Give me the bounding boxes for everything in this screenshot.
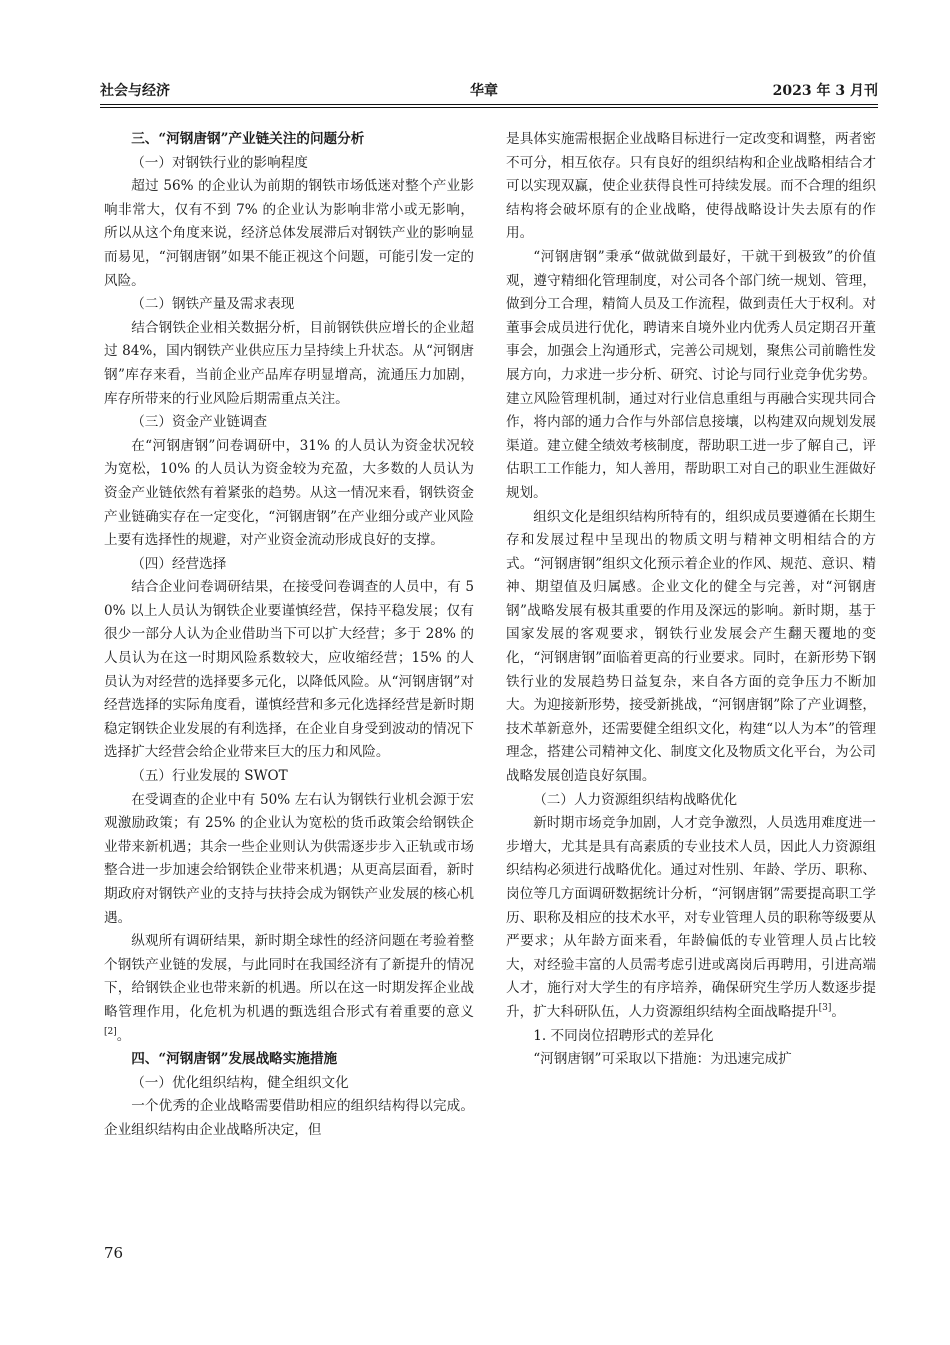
paragraph: 结合企业问卷调研结果，在接受问卷调查的人员中，有 50% 以上人员认为钢铁企业要谨慎经营，保持平稳发展；仅有很少一部分人认为企业借助当下可以扩大经营；多于 28% 的人员认为在这一时期风险系数较大，应收缩经营；15% 的人员认为对经营的选择要多元化，以降低风险。从“河钢唐钢”对经营选择的实际角度看，谨慎经营和多元化选择经营是新时期稳定钢铁企业发展的有利选择，在企业自身受到波动的情况下选择扩大经营会给企业带来巨大的压力和风险。 — [104, 579, 474, 761]
paragraph: “河钢唐钢”可采取以下措施：为迅速完成扩 — [533, 1051, 792, 1068]
right-column — [506, 128, 876, 1072]
paragraph: 组织文化是组织结构所特有的，组织成员要遵循在长期生存和发展过程中呈现出的物质文明与精神文明相结合的方式。“河钢唐钢”组织文化预示着企业的作风、规范、意识、精神、期望值及归属感。企业文化的健全与完善，对“河钢唐钢”战略发展有极其重要的作用及深远的影响。新时期，基于国家发展的客观要求，钢铁行业发展会产生翻天覆地的变化，“河钢唐钢”面临着更高的行业要求。同时，在新形势下钢铁行业的发展趋势日益复杂，来自各方面的竞争压力不断加大。为迎接新形势，接受新挑战，“河钢唐钢”除了产业调整，技术革新意外，还需要健全组织文化，构建“以人为本”的管理理念，搭建公司精神文化、制度文化及物质文化平台，为公司战略发展创造良好氛围。 — [506, 508, 876, 785]
paragraph: “河钢唐钢”秉承“做就做到最好，干就干到极致”的价值观，遵守精细化管理制度，对公司各个部门统一规划、管理，做到分工合理，精简人员及工作流程，做到责任大于权利。对董事会成员进行优化，聘请来自境外业内优秀人员定期召开董事会，加强会上沟通形式，完善公司规划，聚焦公司前瞻性发展方向，力求进一步分析、研究、讨论与同行业竞争优劣势。建立风险管理机制，通过对行业信息重组与再融合实现共同合作，将内部的通力合作与外部信息接壤，以构建双向规划发展渠道。建立健全绩效考核制度，帮助职工进一步了解自己，评估职工工作能力，知人善用，帮助职工对自己的职业生涯做好规划。 — [506, 248, 876, 501]
section-heading: 四、“河钢唐钢”发展战略实施措施 — [131, 1051, 338, 1068]
paragraph-text: 新时期市场竞争加剧，人才竞争激烈，人员选用难度进一步增大，尤其是具有高素质的专业技术人员，因此人力资源组织结构必须进行战略优化。通过对性别、年龄、学历、职称、岗位等几方面调研数据统计分析，“河钢唐钢”需要提高职工学历、职称及相应的技术水平，对专业管理人员的职称等级要从严要求；从年龄方面来看，年龄偏低的专业管理人员占比较大，对经验丰富的人员需考虑引进或离岗后再聘用，引进高端人才，施行对大学生的有序培养，确保研究生学历人数逐步提升，扩大科研队伍，人力资源组织结构全面战略提升 — [506, 815, 876, 1020]
subsection-heading: （二）钢铁产量及需求表现 — [131, 296, 295, 313]
subsection-heading: （五）行业发展的 SWOT — [131, 768, 288, 785]
subsection-heading: （一）对钢铁行业的影响程度 — [131, 154, 308, 171]
header-rule-bottom — [100, 107, 878, 108]
citation-ref[interactable]: [3] — [818, 1002, 832, 1013]
paragraph — [506, 812, 876, 1024]
paragraph-text: 纵观所有调研结果，新时期全球性的经济问题在考验着整个钢铁产业链的发展，与此同时在我国经济有了新提升的情况下，给钢铁企业也带来新的机遇。所以在这一时期发挥企业战略管理作用，化危机为机遇的甄选组合形式有着重要的意义 — [104, 933, 474, 1020]
paragraph: 一个优秀的企业战略需要借助相应的组织结构得以完成。企业组织结构由企业战略所决定，但 — [104, 1098, 474, 1138]
running-header — [100, 80, 878, 102]
paragraph: 在受调查的企业中有 50% 左右认为钢铁行业机会源于宏观激励政策；有 25% 的企业认为宽松的货币政策会给钢铁企业带来新机遇；其余一些企业则认为供需逐步步入正轨或市场整合进一步加速会给钢铁企业带来机遇；从更高层面看，新时期政府对钢铁产业的支持与扶持会成为钢铁产业发展的核心机遇。 — [104, 791, 474, 926]
subsection-heading: （三）资金产业链调查 — [131, 414, 268, 431]
left-column — [104, 128, 474, 1143]
paragraph-end: 。 — [116, 1027, 131, 1044]
paragraph: 结合钢铁企业相关数据分析，目前钢铁供应增长的企业超过 84%，国内钢铁产业供应压力呈持续上升状态。从“河钢唐钢”库存来看，当前企业产品库存明显增高，流通压力加剧，库存所带来的行业风险后期需重点关注。 — [104, 319, 474, 407]
subsection-heading: （二）人力资源组织结构战略优化 — [533, 791, 738, 808]
section-heading: 三、“河钢唐钢”产业链关注的问题分析 — [131, 131, 365, 147]
paragraph: 在“河钢唐钢”问卷调研中，31% 的人员认为资金状况较为宽松，10% 的人员认为资金较为充盈，大多数的人员认为资金产业链依然有着紧张的趋势。从这一情况来看，钢铁资金产业链确实存在一定变化，“河钢唐钢”在产业细分或产业风险上要有选择性的规避，对产业资金流动形成良好的支撑。 — [104, 437, 474, 549]
header-issue-date: 2023 年 3 月刊 — [772, 83, 878, 99]
header-journal-section: 社会与经济 — [100, 83, 170, 99]
paragraph-continued: 是具体实施需根据企业战略目标进行一定改变和调整，两者密不可分，相互依存。只有良好的组织结构和企业战略相结合才可以实现双赢，使企业获得良性可持续发展。而不合理的组织结构将会破坏原有的企业战略，使得战略设计失去原有的作用。 — [506, 131, 876, 242]
subsection-heading: （一）优化组织结构，健全组织文化 — [131, 1074, 349, 1091]
header-journal-title: 华章 — [470, 83, 498, 99]
subsection-heading: 1. 不同岗位招聘形式的差异化 — [533, 1027, 714, 1044]
paragraph: 超过 56% 的企业认为前期的钢铁市场低迷对整个产业影响非常大，仅有不到 7% 的企业认为影响非常小或无影响，所以从这个角度来说，经济总体发展滞后对钢铁产业的影响显而易见，“河钢唐钢”如果不能正视这个问题，可能引发一定的风险。 — [104, 178, 474, 289]
citation-ref[interactable]: [2] — [104, 1026, 117, 1037]
paragraph — [104, 930, 474, 1048]
paragraph-end: 。 — [831, 1003, 845, 1020]
subsection-heading: （四）经营选择 — [131, 555, 227, 572]
header-rule-top — [100, 104, 878, 105]
page-number: 76 — [104, 1244, 124, 1262]
